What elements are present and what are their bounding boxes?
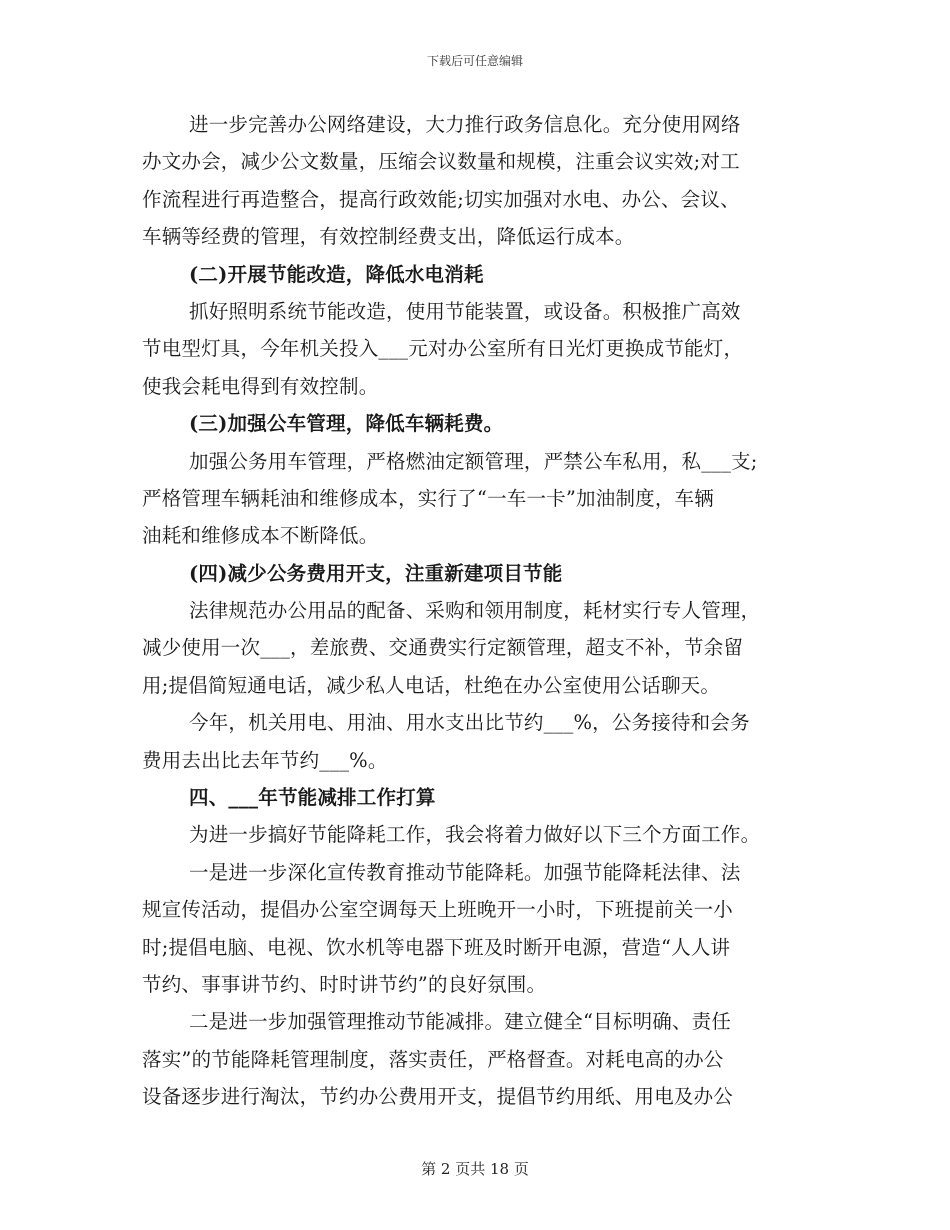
document-body (142, 106, 808, 1116)
paragraph-line: 进一步完善办公网络建设，大力推行政务信息化。充分使用网络 (189, 113, 741, 136)
paragraph-line: 为进一步搞好节能降耗工作，我会将着力做好以下三个方面工作。 (189, 823, 761, 847)
paragraph-line: 严格管理车辆耗油和维修成本，实行了“一车一卡”加油制度，车辆 (142, 486, 714, 510)
paragraph-line: 抓好照明系统节能改造，使用节能装置，或设备。积极推广高效 (189, 299, 741, 323)
paragraph-line: 加强公务用车管理，严格燃油定额管理，严禁公车私用，私___支; (189, 449, 758, 473)
paragraph-line: 车辆等经费的管理，有效控制经费支出，降低运行成本。 (142, 225, 635, 249)
paragraph-line: 费用去出比去年节约___%。 (142, 748, 388, 772)
page-header: 下载后可任意编辑 (426, 54, 523, 68)
paragraph-line: 油耗和维修成本不断降低。 (142, 524, 379, 548)
paragraph-line: 用;提倡简短通电话，减少私人电话，杜绝在办公室使用公话聊天。 (142, 673, 721, 697)
section-heading: (三)加强公车管理，降低车辆耗费。 (189, 412, 504, 436)
paragraph-line: 今年，机关用电、用油、用水支出比节约___%，公务接待和会务 (189, 711, 750, 735)
paragraph-line: 减少使用一次___，差旅费、交通费实行定额管理，超支不补，节余留 (142, 636, 744, 660)
paragraph-line: 设备逐步进行淘汰，节约办公费用开支，提倡节约用纸、用电及办公 (142, 1085, 734, 1109)
section-heading: 四、___年节能减排工作打算 (189, 786, 436, 810)
paragraph-line: 作流程进行再造整合，提高行政效能;切实加强对水电、办公、会议、 (142, 187, 740, 211)
section-heading: (二)开展节能改造，降低水电消耗 (189, 262, 484, 286)
paragraph-line: 办文办会，减少公文数量，压缩会议数量和规模，注重会议实效;对工 (142, 150, 740, 174)
paragraph-line: 法律规范办公用品的配备、采购和领用制度，耗材实行专人管理， (189, 599, 761, 623)
paragraph-line: 落实”的节能降耗管理制度，落实责任，严格督查。对耗电高的办公 (142, 1047, 724, 1071)
paragraph-line: 二是进一步加强管理推动节能减排。建立健全“目标明确、责任 (189, 1010, 732, 1034)
section-heading: (四)减少公务费用开支，注重新建项目节能 (189, 561, 563, 585)
paragraph-line: 规宣传活动，提倡办公室空调每天上班晚开一小时，下班提前关一小 (142, 898, 734, 922)
paragraph-line: 时;提倡电脑、电视、饮水机等电器下班及时断开电源，营造“人人讲 (142, 935, 731, 959)
page-number: 第 2 页共 18 页 (421, 1160, 529, 1178)
paragraph-line: 一是进一步深化宣传教育推动节能降耗。加强节能降耗法律、法 (189, 860, 741, 884)
paragraph-line: 节约、事事讲节约、时时讲节约”的良好氛围。 (142, 972, 547, 996)
paragraph-line: 节电型灯具，今年机关投入___元对办公室所有日光灯更换成节能灯， (142, 337, 744, 361)
paragraph-line: 使我会耗电得到有效控制。 (142, 374, 379, 398)
